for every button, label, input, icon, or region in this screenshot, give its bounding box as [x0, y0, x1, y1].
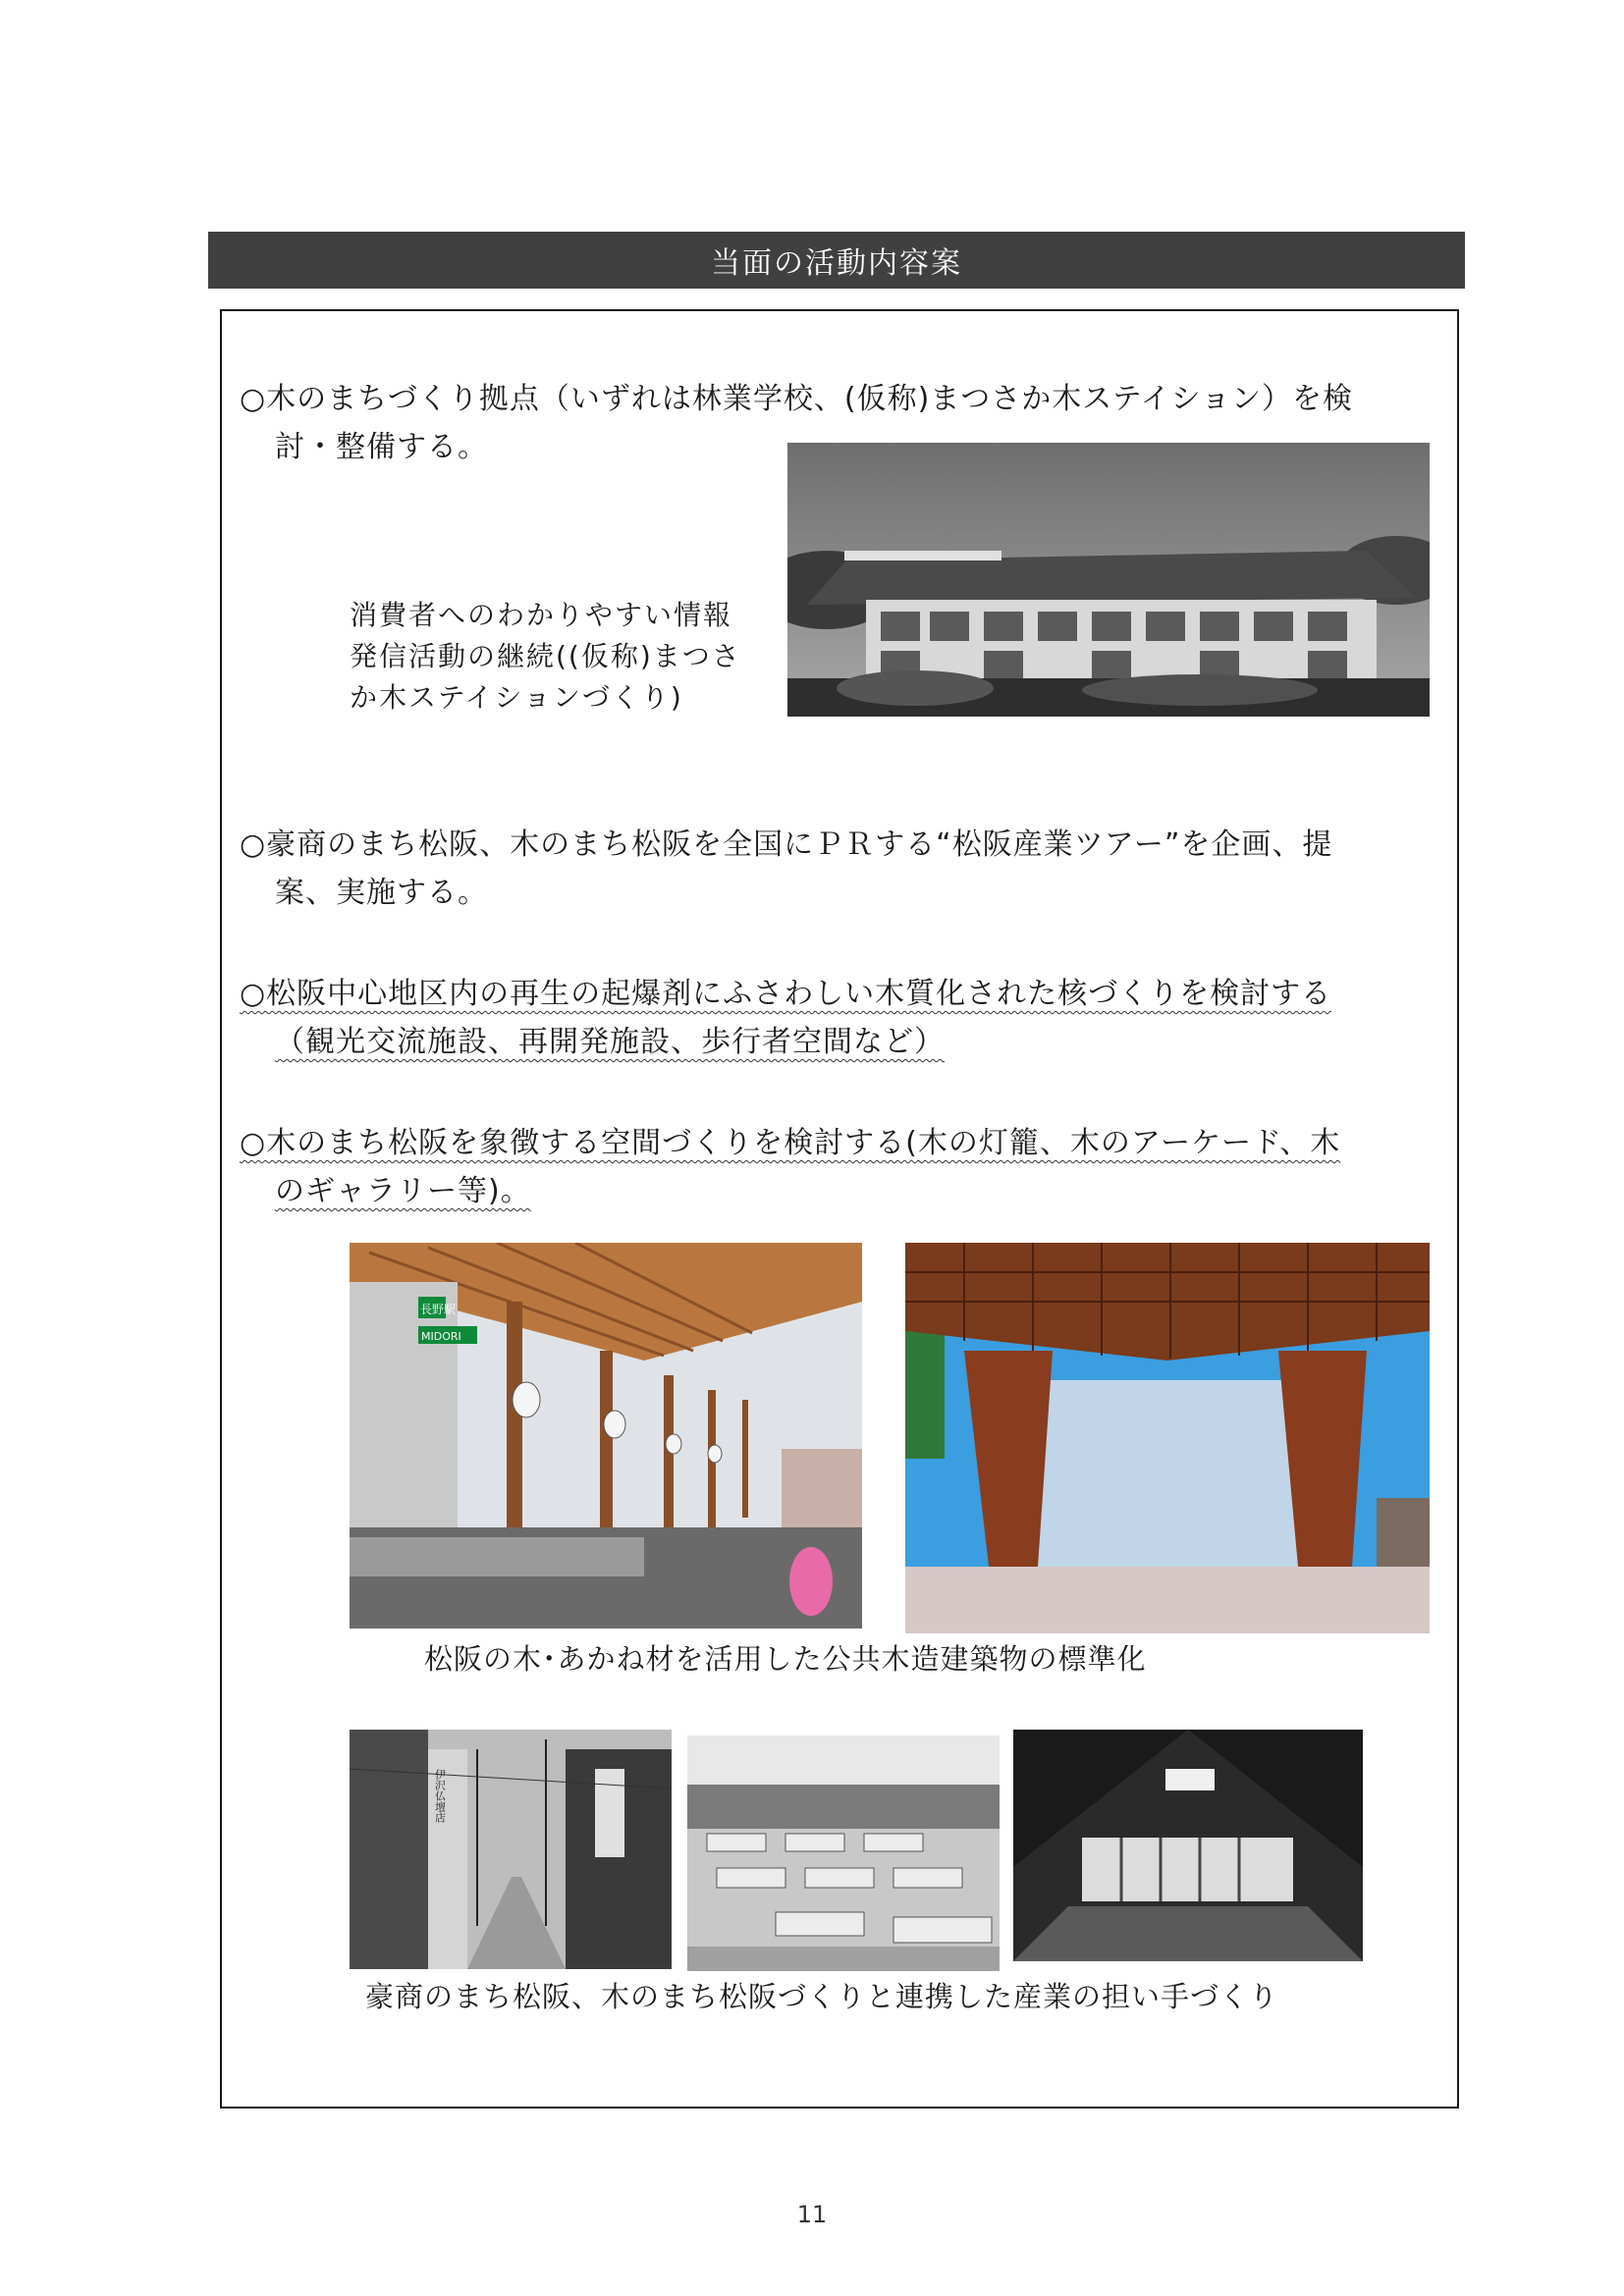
hall-interior-photo	[1013, 1730, 1363, 1961]
wooden-building-photo	[787, 443, 1430, 717]
activity-item-2	[240, 821, 1447, 917]
section-header	[208, 232, 1465, 289]
classroom-photo	[687, 1735, 1000, 1971]
activity-item-3-line2: （観光交流施設、再開発施設、歩行者空間など）	[275, 1025, 945, 1059]
activity-item-2-line2: 案、実施する。	[275, 876, 488, 910]
station-sign-midori: MIDORI	[421, 1330, 461, 1343]
activity-item-4-line1: ○木のまち松阪を象徴する空間づくりを検討する(木の灯籠、木のアーケード、木	[240, 1126, 1341, 1160]
activity-item-3	[240, 970, 1447, 1066]
activity-item-4-line2: のギャラリー等)。	[275, 1174, 531, 1208]
activity-item-1-line1: ○木のまちづくり拠点（いずれは林業学校、(仮称)まつさか木ステイション）を検	[240, 382, 1353, 416]
page-number: 11	[796, 2201, 828, 2228]
shop-sign-text: 伊沢仏壇店	[433, 1769, 447, 1823]
station-caption-line3: か木ステイションづくり)	[350, 681, 683, 714]
activity-item-2-line1: ○豪商のまち松阪、木のまち松阪を全国にＰＲする“松阪産業ツアー”を企画、提	[240, 828, 1333, 862]
activity-item-4	[240, 1119, 1447, 1215]
station-caption-line1: 消費者へのわかりやすい情報	[350, 599, 733, 631]
station-caption	[350, 595, 762, 719]
activity-item-3-line1: ○松阪中心地区内の再生の起爆剤にふさわしい木質化された核づくりを検討する	[240, 977, 1332, 1011]
activity-item-1-line2: 討・整備する。	[275, 430, 488, 464]
caption-industry: 豪商のまち松阪、木のまち松阪づくりと連携した産業の担い手づくり	[365, 1980, 1279, 2013]
tsuzumi-gate-photo	[905, 1243, 1430, 1633]
old-street-photo	[350, 1730, 672, 1969]
caption-public-buildings: 松阪の木･あかね材を活用した公共木造建築物の標準化	[424, 1642, 1147, 1676]
station-sign-name: 長野駅	[420, 1303, 457, 1316]
station-canopy-photo	[350, 1243, 862, 1629]
section-title: 当面の活動内容案	[711, 246, 962, 281]
station-caption-line2: 発信活動の継続((仮称)まつさ	[350, 640, 741, 672]
